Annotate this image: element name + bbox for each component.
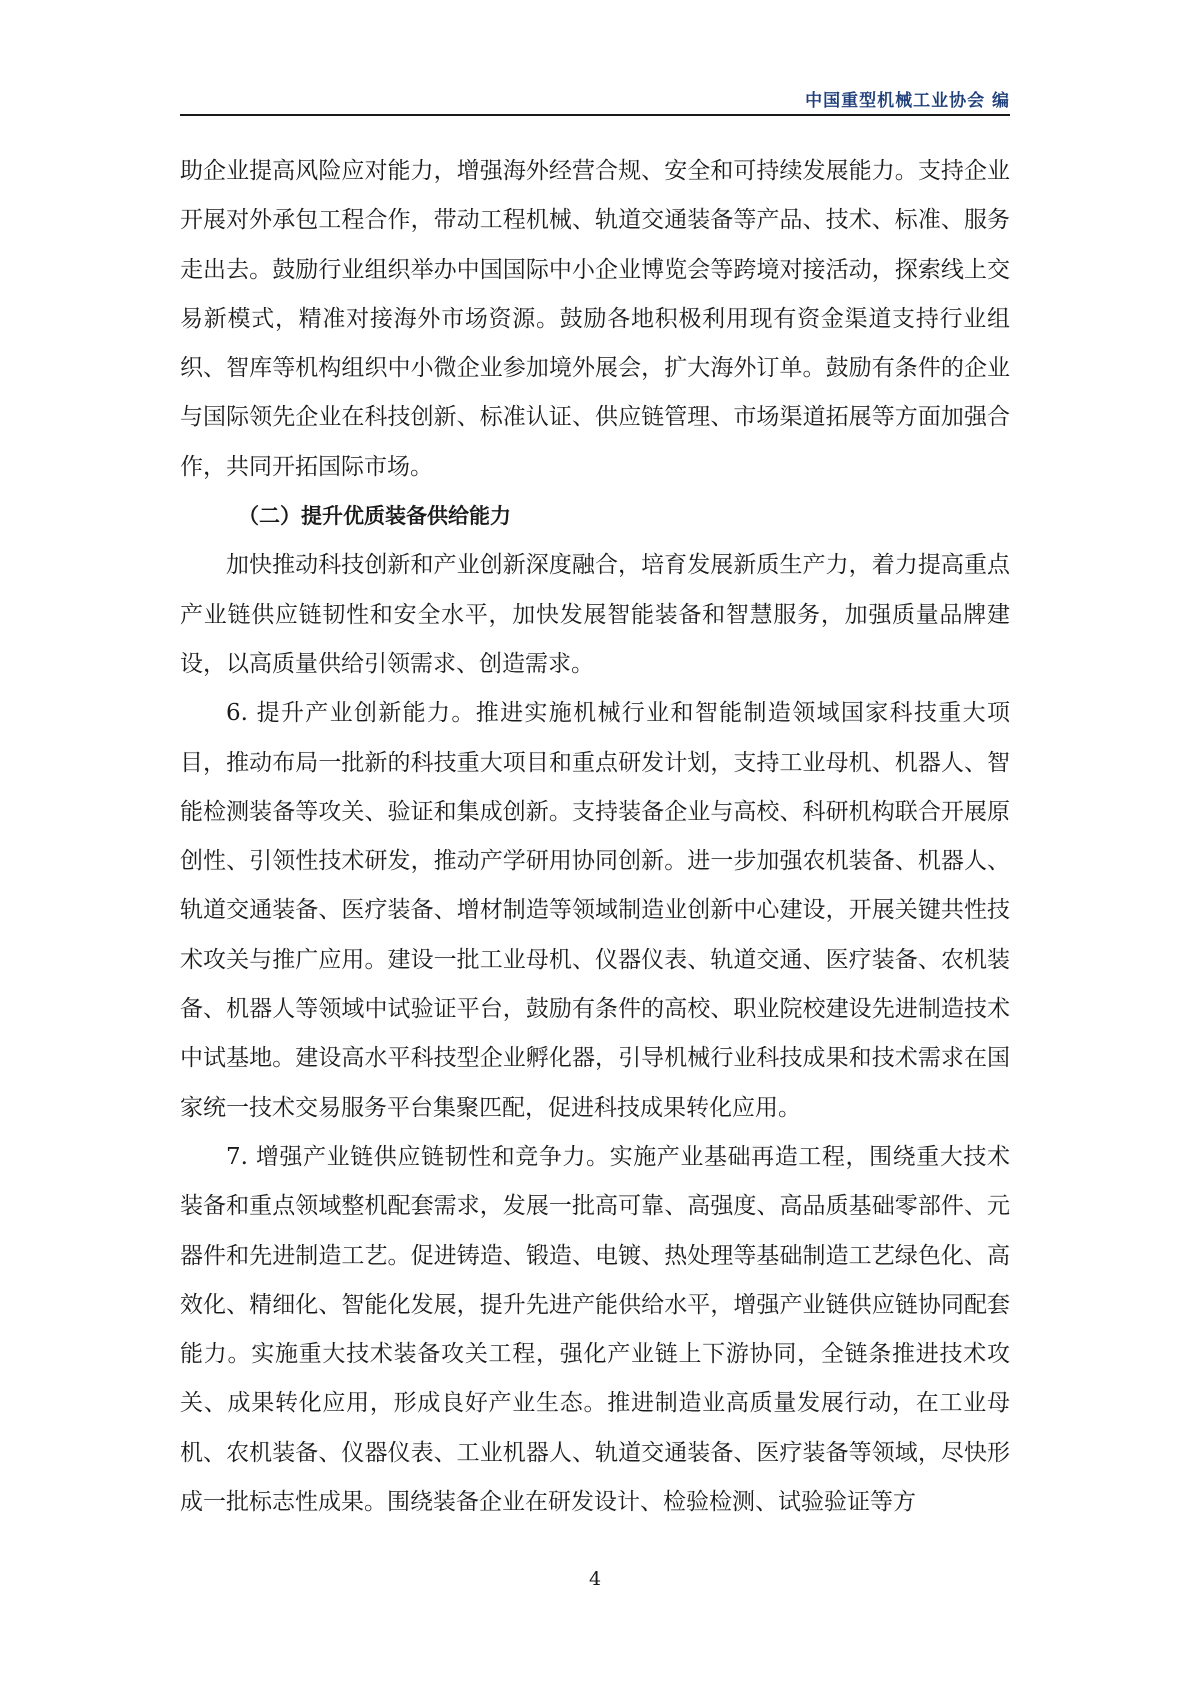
paragraph-continuation: 助企业提高风险应对能力，增强海外经营合规、安全和可持续发展能力。支持企业开展对外承包工程合作，带动工程机械、轨道交通装备等产品、技术、标准、服务走出去。鼓励行业组织举办中国国际中小企业博览会等跨境对接活动，探索线上交易新模式，精准对接海外市场资源。鼓励各地积极利用现有资金渠道支持行业组织、智库等机构组织中小微企业参加境外展会，扩大海外订单。鼓励有条件的企业与国际领先企业在科技创新、标准认证、供应链管理、市场渠道拓展等方面加强合作，共同开拓国际市场。	[180, 158, 1010, 480]
paragraph-intro: 加快推动科技创新和产业创新深度融合，培育发展新质生产力，着力提高重点产业链供应链韧性和安全水平，加快发展智能装备和智慧服务，加强质量品牌建设，以高质量供给引领需求、创造需求。	[180, 552, 1010, 677]
paragraph-item-7: 7. 增强产业链供应链韧性和竞争力。实施产业基础再造工程，围绕重大技术装备和重点领域整机配套需求，发展一批高可靠、高强度、高品质基础零部件、元器件和先进制造工艺。促进铸造、锻造、电镀、热处理等基础制造工艺绿色化、高效化、精细化、智能化发展，提升先进产能供给水平，增强产业链供应链协同配套能力。实施重大技术装备攻关工程，强化产业链上下游协同，全链条推进技术攻关、成果转化应用，形成良好产业生态。推进制造业高质量发展行动，在工业母机、农机装备、仪器仪表、工业机器人、轨道交通装备、医疗装备等领域，尽快形成一批标志性成果。围绕装备企业在研发设计、检验检测、试验验证等方	[180, 1143, 1010, 1516]
page-number: 4	[588, 1568, 602, 1590]
section-heading: （二）提升优质装备供给能力	[238, 504, 511, 529]
document-body	[180, 147, 1010, 1527]
page-header	[180, 80, 1010, 116]
paragraph-item-6: 6. 提升产业创新能力。推进实施机械行业和智能制造领域国家科技重大项目，推动布局一批新的科技重大项目和重点研发计划，支持工业母机、机器人、智能检测装备等攻关、验证和集成创新。支持装备企业与高校、科研机构联合开展原创性、引领性技术研发，推动产学研用协同创新。进一步加强农机装备、机器人、轨道交通装备、医疗装备、增材制造等领域制造业创新中心建设，开展关键共性技术攻关与推广应用。建设一批工业母机、仪器仪表、轨道交通、医疗装备、农机装备、机器人等领域中试验证平台，鼓励有条件的高校、职业院校建设先进制造技术中试基地。建设高水平科技型企业孵化器，引导机械行业科技成果和技术需求在国家统一技术交易服务平台集聚匹配，促进科技成果转化应用。	[180, 700, 1010, 1121]
header-title: 中国重型机械工业协会 编	[805, 91, 1010, 111]
